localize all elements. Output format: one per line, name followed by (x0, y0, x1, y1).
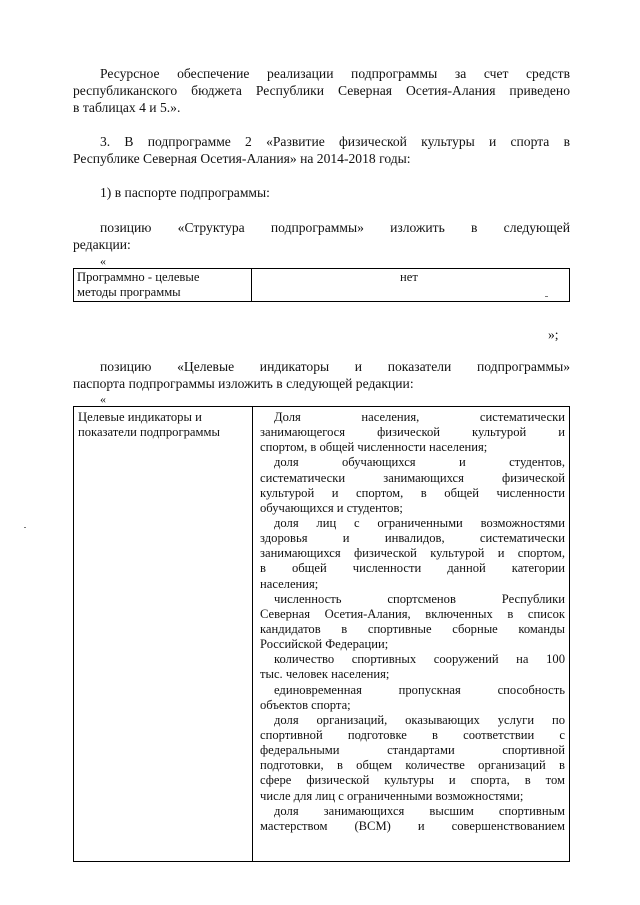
indicator-line: Российской Федерации; (260, 637, 389, 652)
indicator-line: численность спортсменов Республики (274, 591, 565, 606)
open-quote-2: « (100, 392, 106, 406)
indicator-line: здоровья и инвалидов, систематически (260, 531, 565, 546)
intro-line-1: Ресурсное обеспечение реализации подпрограммы за счет средств (100, 66, 570, 81)
indicator-line: федеральными стандартами спортивной (260, 743, 565, 758)
open-quote-1: « (100, 254, 106, 268)
indicator-line: кандидатов в спортивные сборные команды (260, 621, 565, 636)
section3-line-1: 3. В подпрограмме 2 «Развитие физической культуры и спорта в (100, 134, 570, 149)
section3-line-2: Республике Северная Осетия-Алания» на 2014-2018 годы: (73, 151, 411, 166)
intro-line-3: в таблицах 4 и 5.». (73, 100, 181, 115)
indicator-line: спортом, в общей численности населения; (260, 440, 488, 455)
structure-table (73, 268, 570, 302)
indicator-line: числе для лиц с ограниченными возможностями; (260, 788, 524, 803)
table-divider (251, 269, 252, 301)
indicator-line: количество спортивных сооружений на 100 (274, 652, 565, 667)
indicator-line: доля лиц с ограниченными возможностями (274, 515, 565, 530)
indicator-line: Доля населения, систематически (274, 410, 565, 424)
indicator-line: сфере физической культуры и спорта, в том (260, 773, 565, 788)
indicator-line: доля занимающихся высшим спортивным (274, 803, 565, 818)
indicator-line: в общей численности данной категории (260, 561, 565, 576)
close-quote-semicolon: »; (548, 327, 559, 342)
structure-intro-line-2: редакции: (73, 237, 131, 252)
indicators-label-cell (78, 410, 248, 440)
indicator-line: подготовки, в общем количестве организаций в (260, 758, 565, 773)
indicator-line: Северная Осетия-Алания, включенных в список (260, 606, 565, 621)
structure-label-line-2: методы программы (77, 285, 181, 299)
indicator-line: занимающихся физической культурой и спортом, (260, 546, 565, 561)
intro-line-2: республиканского бюджета Республики Северная Осетия-Алания приведено (73, 83, 570, 98)
indicator-line: мастерством (ВСМ) и совершенствованием (260, 818, 565, 833)
structure-label-line-1: Программно - целевые (77, 270, 200, 284)
indicator-line: тыс. человек населения; (260, 667, 390, 682)
indicators-label-line-2: показатели подпрограммы (78, 425, 220, 440)
indicator-line: культурой и спортом, в общей численности (260, 485, 565, 500)
scan-speck (24, 527, 26, 528)
indicator-line: населения; (260, 576, 319, 591)
indicators-value-cell (260, 410, 565, 834)
indicator-line: спортивной подготовке в соответствии с (260, 727, 565, 742)
indicator-line: единовременная пропускная способность (274, 682, 565, 697)
indicator-line: доля обучающихся и студентов, (274, 455, 565, 470)
indicator-line: занимающегося физической культурой и (260, 425, 565, 440)
structure-intro-line-1: позицию «Структура подпрограммы» изложить в следующей (100, 220, 570, 235)
scan-speck (545, 296, 548, 297)
structure-table-left-cell (77, 270, 199, 300)
structure-table-right-cell: нет (400, 270, 418, 284)
indicators-label-line-1: Целевые индикаторы и (78, 410, 202, 424)
indicator-line: обучающихся и студентов; (260, 500, 403, 515)
indicator-line: объектов спорта; (260, 697, 351, 712)
table-divider (252, 407, 253, 861)
indicators-intro-line-1: позицию «Целевые индикаторы и показатели подпрограммы» (100, 359, 570, 374)
indicators-intro-line-2: паспорта подпрограммы изложить в следующей редакции: (73, 376, 414, 391)
indicator-line: систематически занимающихся физической (260, 470, 565, 485)
indicators-table (73, 406, 570, 862)
passport-heading: 1) в паспорте подпрограммы: (100, 185, 270, 200)
indicator-line: доля организаций, оказывающих услуги по (274, 712, 565, 727)
